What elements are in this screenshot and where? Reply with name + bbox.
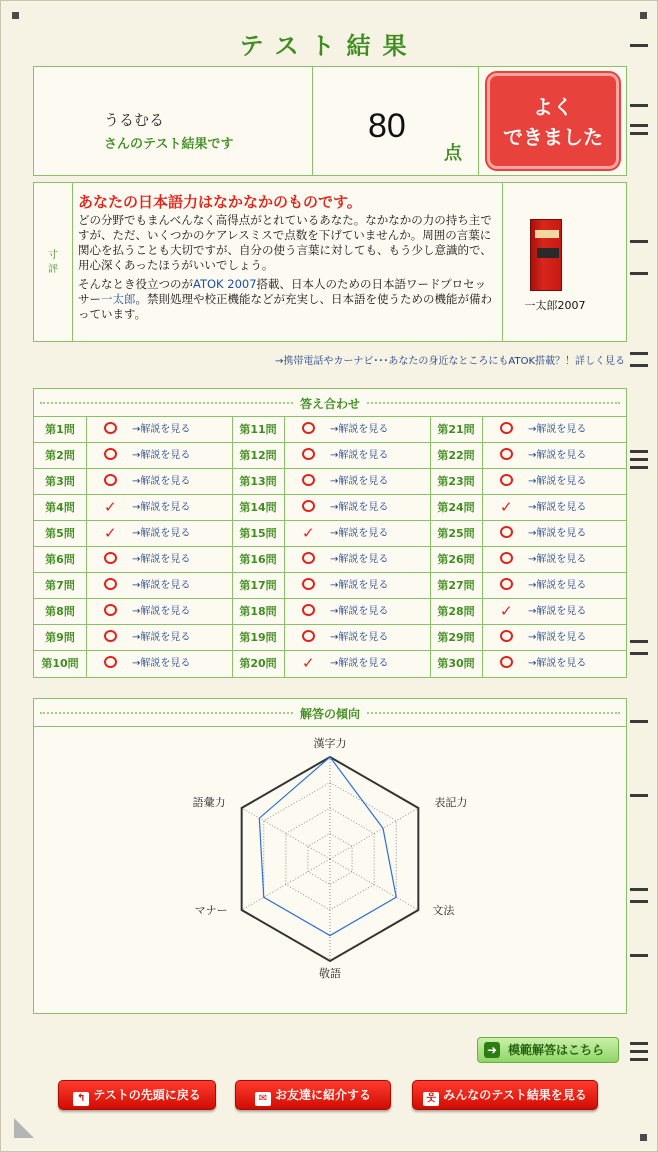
score-value: 80 — [368, 107, 406, 145]
radar-axis-label: 表記力 — [434, 796, 468, 809]
view-explanation-link[interactable]: →解説を見る — [528, 528, 587, 539]
question-number: 第13問 — [239, 475, 277, 488]
correct-circle-icon — [302, 630, 315, 642]
answer-header — [34, 389, 626, 417]
comment-body-2: そんなとき役立つのがATOK 2007搭載、日本人のための日本語ワードプロセッサー一太郎。禁則処理や校正機能などが充実し、日本語を使うための機能が備わっています。 — [78, 277, 492, 321]
question-number: 第11問 — [239, 423, 277, 436]
question-number: 第26問 — [437, 553, 475, 566]
introduce-friend-button[interactable]: ✉ お友達に紹介する — [235, 1080, 391, 1110]
score-panel — [33, 66, 627, 176]
question-number: 第24問 — [437, 501, 475, 514]
question-number: 第25問 — [437, 527, 475, 540]
side-binding-marks — [630, 0, 650, 1152]
incorrect-check-icon: ✓ — [302, 524, 315, 542]
incorrect-check-icon: ✓ — [302, 654, 315, 672]
username: うるむる — [104, 111, 165, 129]
mail-icon: ✉ — [255, 1092, 271, 1106]
view-explanation-link[interactable]: →解説を見る — [330, 476, 389, 487]
view-explanation-link[interactable]: →解説を見る — [330, 658, 389, 669]
atok-info-link[interactable]: →携帯電話やカーナビ･･･あなたの身近なところにもATOK搭載？！詳しく見る — [275, 356, 625, 367]
radar-axis-label: 敬語 — [319, 967, 341, 980]
tendency-header — [34, 699, 626, 727]
incorrect-check-icon: ✓ — [500, 602, 513, 620]
view-explanation-link[interactable]: →解説を見る — [528, 502, 587, 513]
question-number: 第28問 — [437, 605, 475, 618]
ichitaro-link[interactable]: 一太郎 — [101, 292, 136, 306]
radar-axis-label: 漢字力 — [313, 737, 347, 750]
view-explanation-link[interactable]: →解説を見る — [132, 528, 191, 539]
view-explanation-link[interactable]: →解説を見る — [528, 424, 587, 435]
correct-circle-icon — [500, 578, 513, 590]
view-explanation-link[interactable]: →解説を見る — [132, 450, 191, 461]
tendency-panel — [33, 698, 627, 1014]
question-number: 第16問 — [239, 553, 277, 566]
incorrect-check-icon: ✓ — [500, 498, 513, 516]
view-explanation-link[interactable]: →解説を見る — [528, 450, 587, 461]
question-number: 第5問 — [45, 527, 75, 540]
comment-body: どの分野でもまんべんなく高得点がとれているあなた。なかなかの力の持ち主ですが、ただ、いくつかのケアレスミスで点数を下げていませんか。周囲の言葉に関心を払うことも大切ですが、自分の使う言葉に対しても、もう少し意識的で、用心深くあったほうがいいでしょう。 — [78, 213, 492, 272]
question-number: 第27問 — [437, 579, 475, 592]
comment-side-label: 寸評 — [48, 250, 58, 275]
view-explanation-link[interactable]: →解説を見る — [330, 554, 389, 565]
view-explanation-link[interactable]: →解説を見る — [330, 528, 389, 539]
question-number: 第4問 — [45, 501, 75, 514]
incorrect-check-icon: ✓ — [104, 498, 117, 516]
correct-circle-icon — [500, 526, 513, 538]
answer-row — [34, 443, 626, 469]
question-number: 第18問 — [239, 605, 277, 618]
answer-row — [34, 521, 626, 547]
view-explanation-link[interactable]: →解説を見る — [528, 554, 587, 565]
well-done-stamp: よく できました — [487, 73, 619, 169]
correct-circle-icon — [104, 552, 117, 564]
correct-circle-icon — [302, 604, 315, 616]
incorrect-check-icon: ✓ — [104, 524, 117, 542]
radar-axis-label: 文法 — [432, 904, 455, 917]
correct-circle-icon — [104, 578, 117, 590]
view-explanation-link[interactable]: →解説を見る — [528, 632, 587, 643]
question-number: 第23問 — [437, 475, 475, 488]
view-explanation-link[interactable]: →解説を見る — [330, 580, 389, 591]
question-number: 第14問 — [239, 501, 277, 514]
question-number: 第7問 — [45, 579, 75, 592]
view-explanation-link[interactable]: →解説を見る — [528, 658, 587, 669]
answer-panel — [33, 388, 627, 678]
correct-circle-icon — [302, 500, 315, 512]
back-to-top-button[interactable]: ↰ テストの先頭に戻る — [58, 1080, 216, 1110]
answer-row — [34, 599, 626, 625]
question-number: 第12問 — [239, 449, 277, 462]
question-number: 第19問 — [239, 631, 277, 644]
question-number: 第21問 — [437, 423, 475, 436]
question-number: 第9問 — [45, 631, 75, 644]
correct-circle-icon — [104, 604, 117, 616]
arrow-right-icon: ➜ — [484, 1042, 500, 1058]
score-unit: 点 — [444, 143, 462, 164]
product-box-image[interactable] — [530, 219, 562, 291]
correct-circle-icon — [302, 578, 315, 590]
correct-circle-icon — [104, 630, 117, 642]
people-icon: 웃 — [423, 1092, 439, 1106]
answer-row — [34, 495, 626, 521]
question-number: 第20問 — [239, 657, 277, 670]
answer-row — [34, 625, 626, 651]
correct-circle-icon — [302, 422, 315, 434]
view-explanation-link[interactable]: →解説を見る — [330, 502, 389, 513]
question-number: 第3問 — [45, 475, 75, 488]
question-number: 第2問 — [45, 449, 75, 462]
question-number: 第22問 — [437, 449, 475, 462]
question-number: 第6問 — [45, 553, 75, 566]
question-number: 第10問 — [41, 657, 79, 670]
view-explanation-link[interactable]: →解説を見る — [132, 554, 191, 565]
product-name[interactable]: 一太郎2007 — [524, 299, 586, 312]
correct-circle-icon — [104, 474, 117, 486]
view-explanation-link[interactable]: →解説を見る — [528, 606, 587, 617]
comment-headline: あなたの日本語力はなかなかのものです。 — [78, 193, 362, 211]
atok-2007-link[interactable]: ATOK 2007 — [193, 277, 257, 291]
correct-circle-icon — [302, 448, 315, 460]
corner-mark-tl — [12, 12, 19, 19]
username-suffix: さんのテスト結果です — [104, 137, 234, 152]
view-explanation-link[interactable]: →解説を見る — [132, 606, 191, 617]
tendency-header-label: 解答の傾向 — [294, 707, 366, 721]
view-explanation-link[interactable]: →解説を見る — [330, 424, 389, 435]
radar-axis-label: マナー — [194, 904, 228, 917]
fold-corner-icon — [14, 1118, 34, 1138]
correct-circle-icon — [104, 448, 117, 460]
correct-circle-icon — [500, 552, 513, 564]
view-explanation-link[interactable]: →解説を見る — [132, 502, 191, 513]
comment-panel — [33, 182, 627, 342]
page-title: テスト結果 — [239, 32, 419, 60]
question-number: 第15問 — [239, 527, 277, 540]
correct-circle-icon — [500, 630, 513, 642]
view-explanation-link[interactable]: →解説を見る — [132, 658, 191, 669]
answer-header-label: 答え合わせ — [294, 397, 366, 411]
question-number: 第8問 — [45, 605, 75, 618]
question-number: 第30問 — [437, 657, 475, 670]
correct-circle-icon — [104, 422, 117, 434]
answer-row — [34, 547, 626, 573]
view-explanation-link[interactable]: →解説を見る — [132, 476, 191, 487]
view-explanation-link[interactable]: →解説を見る — [528, 476, 587, 487]
view-explanation-link[interactable]: →解説を見る — [132, 580, 191, 591]
model-answer-button[interactable]: ➜ 模範解答はこちら — [477, 1037, 619, 1063]
answer-row — [34, 573, 626, 599]
view-explanation-link[interactable]: →解説を見る — [132, 632, 191, 643]
correct-circle-icon — [302, 474, 315, 486]
question-number: 第1問 — [45, 423, 75, 436]
view-explanation-link[interactable]: →解説を見る — [330, 632, 389, 643]
question-number: 第29問 — [437, 631, 475, 644]
view-explanation-link[interactable]: →解説を見る — [330, 606, 389, 617]
answer-row — [34, 469, 626, 495]
radar-chart — [34, 727, 626, 1013]
answer-row — [34, 417, 626, 443]
view-explanation-link[interactable]: →解説を見る — [528, 580, 587, 591]
everyone-results-button[interactable]: 웃 みんなのテスト結果を見る — [412, 1080, 598, 1110]
correct-circle-icon — [500, 656, 513, 668]
correct-circle-icon — [500, 422, 513, 434]
radar-axis-label: 語彙力 — [192, 796, 226, 809]
correct-circle-icon — [302, 552, 315, 564]
correct-circle-icon — [104, 656, 117, 668]
view-explanation-link[interactable]: →解説を見る — [330, 450, 389, 461]
view-explanation-link[interactable]: →解説を見る — [132, 424, 191, 435]
correct-circle-icon — [500, 448, 513, 460]
return-icon: ↰ — [73, 1092, 89, 1106]
question-number: 第17問 — [239, 579, 277, 592]
answer-row — [34, 651, 626, 677]
correct-circle-icon — [500, 474, 513, 486]
